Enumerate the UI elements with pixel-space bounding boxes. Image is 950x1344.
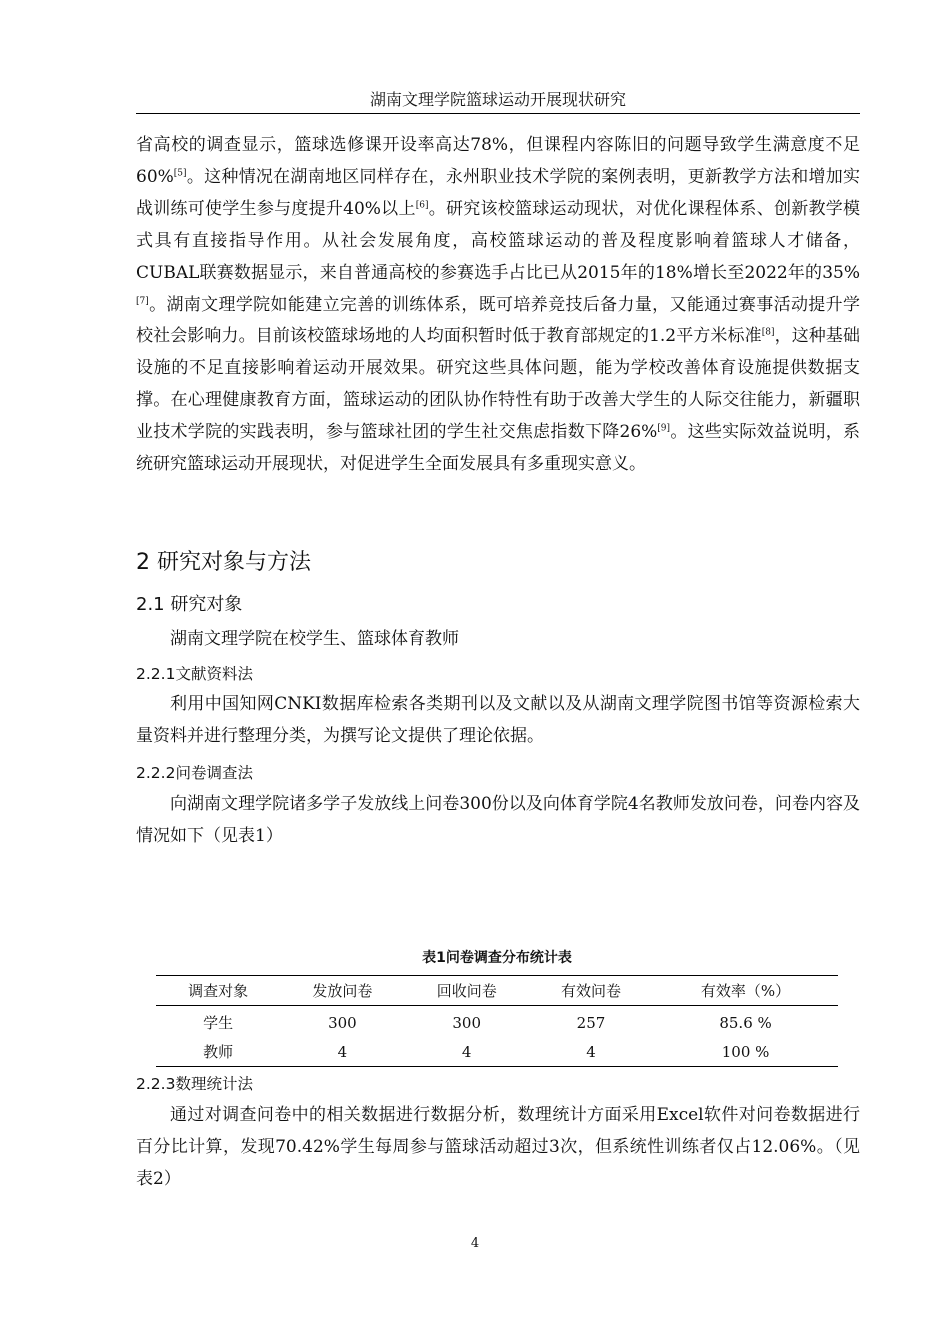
method-3-text: 通过对调查问卷中的相关数据进行数据分析，数理统计方面采用Excel软件对问卷数据进行百分比计算，发现70.42%学生每周参与篮球活动超过3次，但系统性训练者仅占12.06%。（见表2） — [136, 1105, 860, 1189]
table-row — [156, 1006, 838, 1038]
citation-5[interactable]: [5] — [173, 168, 187, 179]
citation-9[interactable]: [9] — [657, 423, 671, 434]
table-cell: 学生 — [203, 1014, 234, 1032]
table-1-caption: 表1问卷调查分布统计表 — [422, 950, 572, 966]
intro-paragraph — [136, 130, 860, 481]
method-2-block — [136, 789, 860, 853]
table-cell: 教师 — [203, 1043, 234, 1061]
intro-text-4: 。湖南文理学院如能建立完善的训练体系，既可培养竞技后备力量，又能通过赛事活动提升学校社会影响力。目前该校篮球场地的人均面积暂时低于教育部规定的1.2平方米标准 — [136, 294, 860, 347]
intro-text-2: 。这种情况在湖南地区同样存在，永州职业技术学院的案例表明，更新教学方法和增加实战训练可使学生参与度提升40%以上 — [136, 166, 860, 219]
research-object-block — [136, 624, 860, 656]
method-3-heading: 2.2.3数理统计法 — [136, 1075, 253, 1093]
page-number: 4 — [470, 1236, 480, 1251]
method-1-block — [136, 689, 860, 753]
intro-text-5: ，这种基础设施的不足直接影响着运动开展效果。研究这些具体问题，能为学校改善体育设施提供数据支撑。在心理健康教育方面，篮球运动的团队协作特性有助于改善大学生的人际交往能力，新疆职业技术学院的实践表明，参与篮球社团的学生社交焦虑指数下降26% — [136, 326, 860, 443]
method-1-text: 利用中国知网CNKI数据库检索各类期刊以及文献以及从湖南文理学院图书馆等资源检索大量资料并进行整理分类，为撰写论文提供了理论依据。 — [136, 694, 860, 746]
table-cell: 257 — [576, 1013, 606, 1032]
intro-text-6: 。这些实际效益说明，系统研究篮球运动开展现状，对促进学生全面发展具有多重现实意义。 — [136, 422, 860, 475]
table-header-cell: 发放问卷 — [312, 982, 373, 1000]
method-3-block — [136, 1100, 860, 1196]
citation-6[interactable]: [6] — [415, 200, 429, 211]
intro-text-1: 省高校的调查显示，篮球选修课开设率高达78%，但课程内容陈旧的问题导致学生满意度不足60% — [136, 135, 860, 187]
intro-text-3: 。研究该校篮球运动现状，对优化课程体系、创新教学模式具有直接指导作用。从社会发展角度，高校篮球运动的普及程度影响着篮球人才储备，CUBAL联赛数据显示，来自普通高校的参赛选手占比已从2015年的18%增长至2022年的35% — [136, 198, 861, 283]
section-2-1-heading: 2.1 研究对象 — [136, 594, 243, 615]
table-cell: 100 % — [721, 1042, 770, 1061]
table-header-cell: 有效问卷 — [560, 982, 621, 1000]
intro-paragraph-block — [136, 130, 860, 481]
table-row — [156, 1037, 838, 1067]
running-header: 湖南文理学院篮球运动开展现状研究 — [136, 88, 860, 114]
table-header-cell: 回收问卷 — [436, 982, 497, 1000]
research-object-text: 湖南文理学院在校学生、篮球体育教师 — [170, 629, 459, 649]
citation-7[interactable]: [7] — [136, 295, 149, 306]
table-header-cell: 有效率（%） — [700, 982, 791, 1000]
table-cell: 85.6 % — [719, 1013, 772, 1032]
citation-8[interactable]: [8] — [761, 327, 775, 338]
method-2-text: 向湖南文理学院诸多学子发放线上问卷300份以及向体育学院4名教师发放问卷，问卷内容及情况如下（见表1） — [136, 794, 860, 846]
table-header-cell: 调查对象 — [188, 982, 249, 1000]
table-cell: 4 — [337, 1042, 348, 1061]
method-2-heading: 2.2.2问卷调查法 — [136, 764, 253, 782]
table-header-row — [156, 976, 838, 1006]
table-cell: 4 — [586, 1042, 596, 1061]
survey-distribution-table — [156, 975, 838, 1067]
section-2-heading: 2 研究对象与方法 — [136, 550, 311, 575]
table-cell: 300 — [452, 1013, 482, 1032]
table-cell: 300 — [328, 1013, 357, 1032]
method-1-heading: 2.2.1文献资料法 — [136, 665, 253, 683]
table-cell: 4 — [461, 1042, 472, 1061]
